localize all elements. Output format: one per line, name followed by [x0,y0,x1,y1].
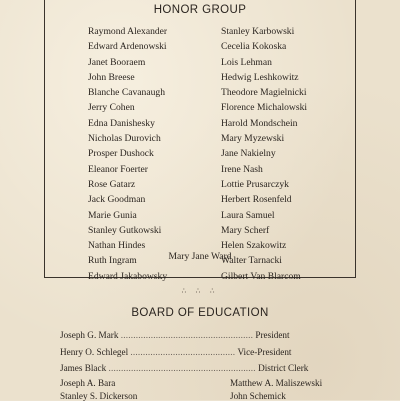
honor-name: Irene Nash [221,163,263,175]
honor-name: Rose Gatarz [88,178,136,190]
honor-group-title: HONOR GROUP [153,4,247,16]
honor-name: Eleanor Foerter [88,163,148,175]
honor-name: Jerry Cohen [88,102,135,114]
board-member-role: Vice-President [237,347,292,357]
honor-name: Mary Myzewski [221,133,285,145]
honor-right-column [221,24,307,284]
honor-name: Hedwig Leshkowitz [221,71,299,83]
honor-name: Laura Samuel [221,209,275,221]
honor-name: Lottie Prusarczyk [221,178,289,190]
board-member-left: Joseph A. Bara [60,378,116,388]
honor-name: Gilbert Van Blarcom [221,270,301,282]
honor-name: Jane Nakielny [221,148,276,160]
board-member-row [60,347,291,357]
honor-name: Theodore Magielnicki [221,87,307,99]
dot-leader: ........................................................... [108,363,256,373]
board-member-name: James Black [60,363,107,373]
honor-final-name: Mary Jane Ward [168,251,232,262]
board-member-role: President [255,330,290,340]
honor-name: John Breese [88,71,135,83]
board-of-education-title: BOARD OF EDUCATION [131,307,269,319]
honor-name: Marie Gunia [88,209,137,221]
board-member-name: Henry O. Schlegel [60,347,129,357]
honor-name: Prosper Dushock [88,148,154,160]
honor-name: Janet Booraem [88,56,146,68]
board-member-right: John Schemick [230,391,286,401]
dot-leader: ..................................................... [120,330,254,340]
board-member-right: Matthew A. Maliszewski [230,378,323,388]
honor-name: Florence Michalowski [221,102,308,114]
board-member-left: Stanley S. Dickerson [60,391,138,401]
honor-name: Lois Lehman [221,56,272,68]
honor-name: Stanley Gutkowski [88,224,162,236]
honor-name: Raymond Alexander [88,26,168,37]
board-member-row [60,330,290,340]
honor-name: Herbert Rosenfeld [221,194,292,206]
honor-name: Stanley Karbowski [221,26,295,37]
honor-name: Mary Scherf [221,224,270,236]
honor-name: Blanche Cavanaugh [88,87,165,99]
honor-name: Edward Jakabowsky [88,270,168,282]
board-member-row [60,363,308,373]
board-member-name: Joseph G. Mark [60,330,119,340]
section-divider-ornament: ∴ ∴ ∴ [181,287,219,295]
board-member-role: District Clerk [258,363,309,373]
honor-name: Walter Tarnacki [221,255,282,267]
honor-name: Jack Goodman [88,194,146,206]
honor-name: Cecelia Kokoska [221,41,287,53]
honor-name: Nicholas Durovich [88,133,161,145]
honor-name: Helen Szakowitz [221,240,287,252]
honor-name: Edward Ardenowski [88,41,167,53]
honor-name: Ruth Ingram [88,255,137,267]
honor-left-column [88,24,167,284]
honor-name: Nathan Hindes [88,240,146,252]
honor-name: Harold Mondschein [221,117,298,129]
dot-leader: .......................................... [130,347,236,357]
honor-name: Edna Danishesky [88,117,155,129]
